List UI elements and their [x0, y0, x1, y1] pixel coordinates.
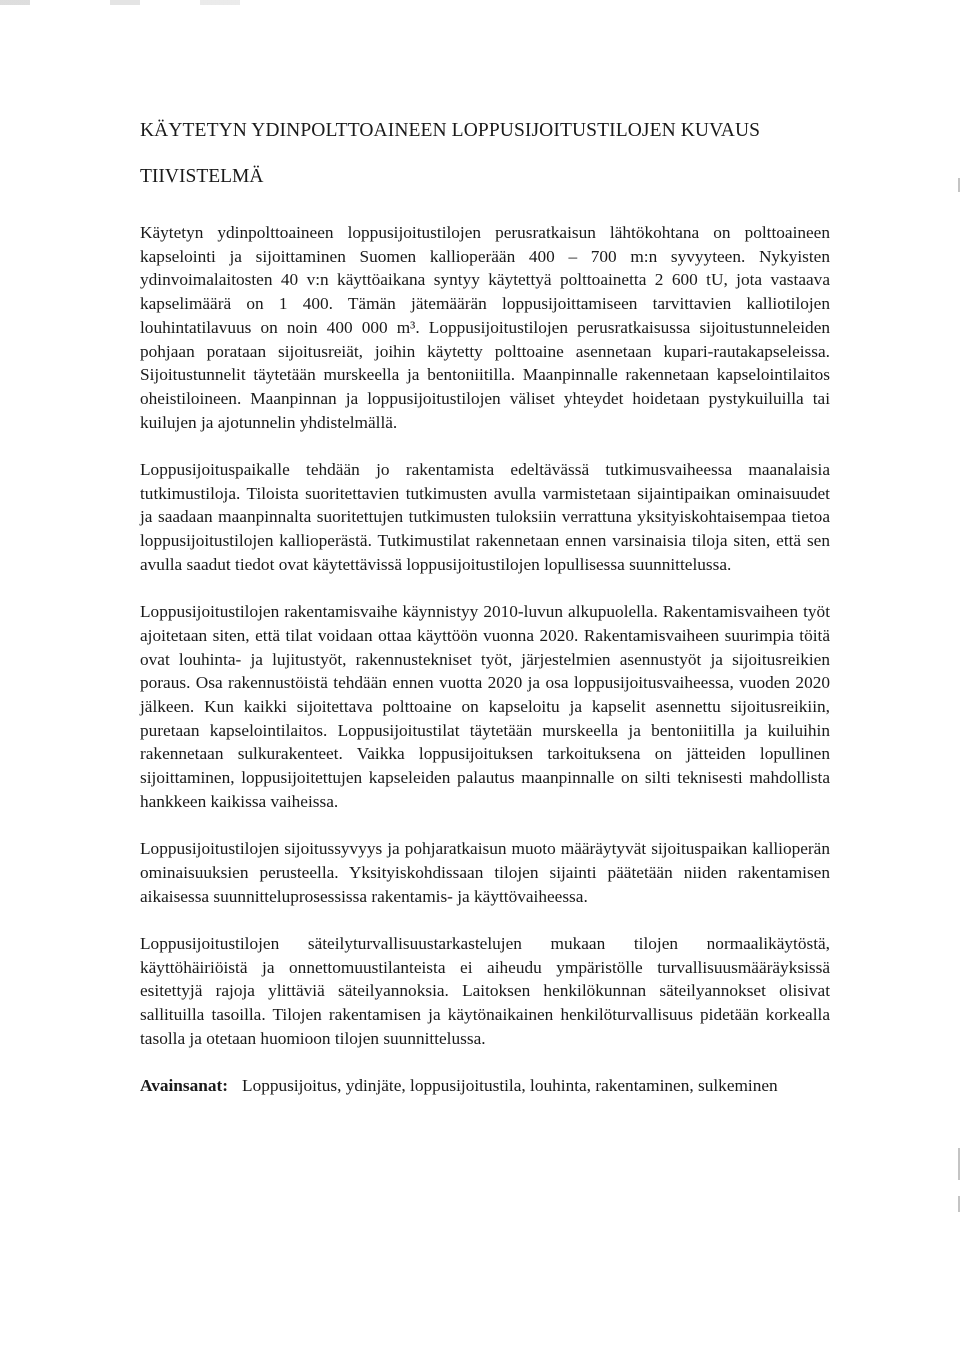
abstract-paragraph: Loppusijoituspaikalle tehdään jo rakentamista edeltävässä tutkimusvaiheessa maanalaisia tutkimustiloja. Tiloista suoritettavien tutkimusten avulla varmistetaan sijaintipaikan ominaisuudet ja saadaan maanpinnalta suoritettujen tutkimusten tuloksiin verrattuna yksityiskohtaisempaa tietoa loppusijoitustilojen kallioperästä. Tutkimustilat rakennetaan ennen varsinaisia tiloja siten, että sen avulla saadut tiedot ovat käytettävissä loppusijoitustilojen lopullisessa suunnittelussa. — [140, 460, 830, 574]
abstract-body — [140, 221, 830, 1098]
abstract-paragraph: Loppusijoitustilojen sijoitussyvyys ja pohjaratkaisun muoto määräytyvät sijoituspaikan kallioperän ominaisuuksien perusteella. Yksityiskohdissaan tilojen sijainti päätetään niiden rakentamisen aikaisessa suunnitteluprosessissa rakentamis- ja käyttövaiheessa. — [140, 839, 830, 906]
scan-artifact-top — [0, 0, 360, 5]
keywords — [140, 1074, 830, 1098]
section-heading: TIIVISTELMÄ — [140, 166, 264, 187]
keywords-label: Avainsanat: — [140, 1076, 229, 1096]
abstract-paragraph: Käytetyn ydinpolttoaineen loppusijoitustilojen perusratkaisun lähtökohtana on polttoaineen kapselointi ja sijoittaminen Suomen kallioperään 400 – 700 m:n syvyyteen. Nykyisten ydinvoimalaitosten 40 v:n käyttöaikana syntyy käytettyä polttoainetta 2 600 tU, jota vastaava kapselimäärä on 1 400. Tämän jätemäärän loppusijoittamiseen tarvittavien kalliotilojen louhintatilavuus on noin 400 000 m³. Loppusijoitustilojen perusratkaisussa sijoitustunneleiden pohjaan porataan sijoitusreiät, joihin käytetty polttoaine asennetaan kupari-rautakapseleissa. Sijoitustunnelit täytetään murskeella ja bentoniitilla. Maanpinnalle rakennetaan kapselointilaitos oheistiloineen. Maanpinnan ja loppusijoitustilojen väliset yhteydet hoidetaan pystykuiluilla tai kuilujen ja ajotunnelin yhdistelmällä. — [140, 223, 830, 432]
document-page — [140, 118, 830, 1098]
keywords-value: Loppusijoitus, ydinjäte, loppusijoitustila, louhinta, rakentaminen, sulkeminen — [242, 1076, 778, 1096]
document-title: KÄYTETYN YDINPOLTTOAINEEN LOPPUSIJOITUSTILOJEN KUVAUS — [140, 120, 761, 141]
abstract-paragraph: Loppusijoitustilojen säteilyturvallisuustarkastelujen mukaan tilojen normaalikäytöstä, käyttöhäiriöistä ja onnettomuustilanteista ei aiheudu ympäristölle turvallisuusmääräyksissä esitettyjä rajoja ylittäviä säteilyannoksia. Laitoksen henkilökunnan säteilyannokset olisivat sallituilla tasoilla. Tilojen rakentamisen ja käytönaikainen henkilöturvallisuus pidetään korkealla tasolla ja otetaan huomioon tilojen suunnittelussa. — [140, 934, 830, 1048]
abstract-paragraph: Loppusijoitustilojen rakentamisvaihe käynnistyy 2010-luvun alkupuolella. Rakentamisvaiheen työt ajoitetaan siten, että tilat voidaan ottaa käyttöön vuonna 2020. Rakentamisvaiheen suurimpia töitä ovat louhinta- ja lujitustyöt, rakennustekniset työt, järjestelmien asennustyöt ja sijoitusreikien poraus. Osa rakennustöistä tehdään ennen vuotta 2020 ja osa loppusijoitusvaiheessa, vuoden 2020 jälkeen. Kun kaikki sijoitettava polttoaine on kapseloitu ja kapselit asennettu sijoitusreikiin, puretaan kapselointilaitos. Loppusijoitustilat täytetään murskeella ja bentoniitilla ja kuiluihin rakennetaan sulkurakenteet. Vaikka loppusijoituksen tarkoituksena on jätteiden lopullinen sijoittaminen, loppusijoitettujen kapseleiden palautus maanpinnalle on silti teknisesti mahdollista hankkeen kaikissa vaiheissa. — [140, 602, 830, 811]
